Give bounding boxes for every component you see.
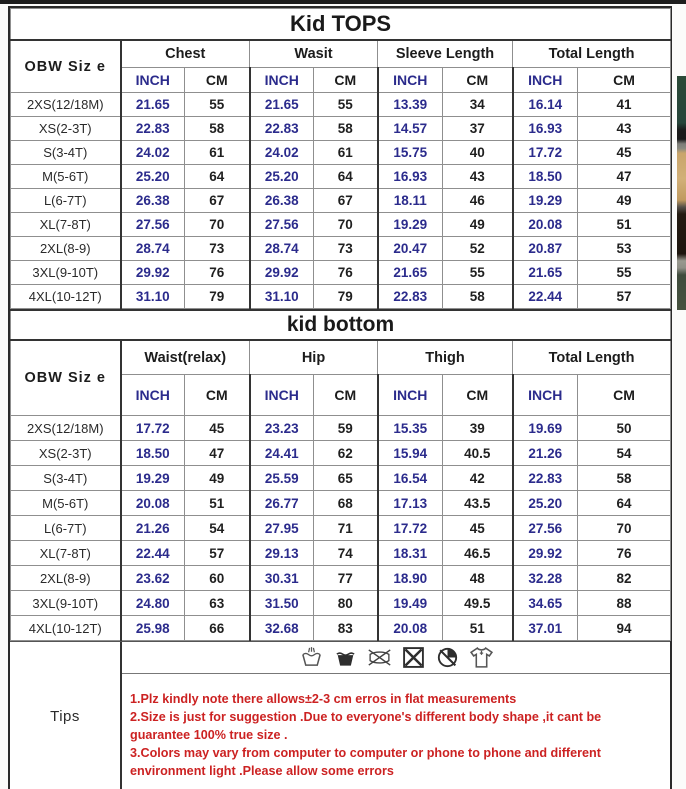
tops-table-row xyxy=(11,165,671,189)
bottoms-unit-inch-4: INCH xyxy=(513,375,578,416)
cm-value: 42 xyxy=(443,466,513,491)
inch-value: 16.54 xyxy=(378,466,443,491)
cm-value: 55 xyxy=(185,93,250,117)
inch-value: 18.50 xyxy=(121,441,185,466)
inch-value: 18.31 xyxy=(378,541,443,566)
size-label: 2XS(12/18M) xyxy=(11,93,121,117)
cm-value: 73 xyxy=(314,237,378,261)
bottoms-table-row xyxy=(11,416,671,441)
tops-unit-inch-1: INCH xyxy=(121,68,185,93)
tops-unit-cm-3: CM xyxy=(443,68,513,93)
cm-value: 71 xyxy=(314,516,378,541)
tops-unit-inch-2: INCH xyxy=(250,68,314,93)
inch-value: 17.13 xyxy=(378,491,443,516)
do-not-wring-icon xyxy=(367,646,392,669)
cm-value: 54 xyxy=(185,516,250,541)
inch-value: 16.93 xyxy=(378,165,443,189)
cm-value: 58 xyxy=(443,285,513,309)
inch-value: 21.65 xyxy=(513,261,578,285)
cm-value: 51 xyxy=(578,213,671,237)
size-label: XS(2-3T) xyxy=(11,117,121,141)
tips-content xyxy=(122,642,670,789)
size-chart-sheet xyxy=(8,6,672,789)
bottoms-group-header-4: Total Length xyxy=(513,340,671,375)
bottoms-unit-inch-1: INCH xyxy=(121,375,185,416)
tops-group-header-2: Wasit xyxy=(250,40,378,68)
inch-value: 21.26 xyxy=(513,441,578,466)
inch-value: 13.39 xyxy=(378,93,443,117)
top-border-bar xyxy=(0,0,686,4)
size-label: 4XL(10-12T) xyxy=(11,285,121,309)
cm-value: 82 xyxy=(578,566,671,591)
inch-value: 31.10 xyxy=(121,285,185,309)
bottoms-table-row xyxy=(11,541,671,566)
inch-value: 22.83 xyxy=(513,466,578,491)
inch-value: 27.56 xyxy=(250,213,314,237)
inch-value: 14.57 xyxy=(378,117,443,141)
kid-tops-table xyxy=(10,8,671,309)
size-label: XS(2-3T) xyxy=(11,441,121,466)
cm-value: 76 xyxy=(578,541,671,566)
inch-value: 18.11 xyxy=(378,189,443,213)
cm-value: 66 xyxy=(185,616,250,641)
do-not-tumble-dry-icon xyxy=(401,646,426,669)
bottoms-table-row xyxy=(11,591,671,616)
do-not-dry-clean-icon xyxy=(435,646,460,669)
inch-value: 20.47 xyxy=(378,237,443,261)
size-label: 2XS(12/18M) xyxy=(11,416,121,441)
inch-value: 21.65 xyxy=(121,93,185,117)
inch-value: 25.20 xyxy=(121,165,185,189)
cm-value: 46 xyxy=(443,189,513,213)
inch-value: 26.38 xyxy=(250,189,314,213)
bottoms-table-row xyxy=(11,516,671,541)
cm-value: 48 xyxy=(443,566,513,591)
bottoms-group-header-1: Waist(relax) xyxy=(121,340,250,375)
inch-value: 25.59 xyxy=(250,466,314,491)
tips-label-cell xyxy=(10,642,122,789)
tops-table-row xyxy=(11,93,671,117)
bottoms-unit-cm-1: CM xyxy=(185,375,250,416)
cm-value: 49 xyxy=(185,466,250,491)
size-label: 4XL(10-12T) xyxy=(11,616,121,641)
inch-value: 31.50 xyxy=(250,591,314,616)
cm-value: 52 xyxy=(443,237,513,261)
cm-value: 61 xyxy=(185,141,250,165)
inch-value: 21.26 xyxy=(121,516,185,541)
bottoms-group-header-2: Hip xyxy=(250,340,378,375)
cm-value: 47 xyxy=(185,441,250,466)
tops-table-row xyxy=(11,285,671,309)
size-label: 2XL(8-9) xyxy=(11,566,121,591)
tops-unit-cm-1: CM xyxy=(185,68,250,93)
inch-value: 18.90 xyxy=(378,566,443,591)
size-label: M(5-6T) xyxy=(11,165,121,189)
cm-value: 76 xyxy=(314,261,378,285)
cm-value: 83 xyxy=(314,616,378,641)
care-icons-row xyxy=(122,642,670,674)
size-label: XL(7-8T) xyxy=(11,541,121,566)
tops-unit-cm-4: CM xyxy=(578,68,671,93)
size-label: 3XL(9-10T) xyxy=(11,261,121,285)
cm-value: 57 xyxy=(185,541,250,566)
inch-value: 17.72 xyxy=(378,516,443,541)
cm-value: 50 xyxy=(578,416,671,441)
inch-value: 31.10 xyxy=(250,285,314,309)
bottoms-table-row xyxy=(11,491,671,516)
bottoms-unit-cm-4: CM xyxy=(578,375,671,416)
inch-value: 21.65 xyxy=(378,261,443,285)
bottoms-size-column-header: OBW Siz e xyxy=(11,340,121,416)
cm-value: 58 xyxy=(314,117,378,141)
bottoms-table-row xyxy=(11,466,671,491)
inch-value: 22.83 xyxy=(121,117,185,141)
cm-value: 62 xyxy=(314,441,378,466)
inch-value: 28.74 xyxy=(250,237,314,261)
tops-group-header-1: Chest xyxy=(121,40,250,68)
tip-line-1: 1.Plz kindly note there allows±2-3 cm erros in flat measurements xyxy=(130,692,517,706)
inch-value: 25.98 xyxy=(121,616,185,641)
cm-value: 67 xyxy=(314,189,378,213)
size-label: S(3-4T) xyxy=(11,141,121,165)
kid-tops-title: Kid TOPS xyxy=(11,9,671,41)
cm-value: 45 xyxy=(578,141,671,165)
tops-table-row xyxy=(11,261,671,285)
tops-table-row xyxy=(11,213,671,237)
cm-value: 60 xyxy=(185,566,250,591)
tops-unit-cm-2: CM xyxy=(314,68,378,93)
tips-label: Tips xyxy=(50,708,80,725)
tops-group-header-row xyxy=(11,40,671,68)
cm-value: 61 xyxy=(314,141,378,165)
bottoms-unit-cm-3: CM xyxy=(443,375,513,416)
inch-value: 26.77 xyxy=(250,491,314,516)
cm-value: 46.5 xyxy=(443,541,513,566)
wash-tub-icon xyxy=(333,646,358,669)
cm-value: 68 xyxy=(314,491,378,516)
inch-value: 20.08 xyxy=(513,213,578,237)
hand-wash-icon xyxy=(299,646,324,669)
bottoms-group-header-row xyxy=(11,340,671,375)
inch-value: 22.44 xyxy=(513,285,578,309)
tops-title-row xyxy=(11,9,671,41)
cm-value: 70 xyxy=(314,213,378,237)
cm-value: 55 xyxy=(314,93,378,117)
bottoms-unit-inch-3: INCH xyxy=(378,375,443,416)
inch-value: 32.68 xyxy=(250,616,314,641)
cm-value: 57 xyxy=(578,285,671,309)
tops-table-body xyxy=(11,93,671,309)
cm-value: 43 xyxy=(578,117,671,141)
inch-value: 19.69 xyxy=(513,416,578,441)
cm-value: 49 xyxy=(578,189,671,213)
cm-value: 39 xyxy=(443,416,513,441)
inch-value: 37.01 xyxy=(513,616,578,641)
size-label: L(6-7T) xyxy=(11,516,121,541)
cm-value: 70 xyxy=(185,213,250,237)
photo-edge-strip xyxy=(677,76,686,310)
inch-value: 32.28 xyxy=(513,566,578,591)
cm-value: 55 xyxy=(443,261,513,285)
inch-value: 22.44 xyxy=(121,541,185,566)
tip-line-3: 3.Colors may vary from computer to computer or phone to phone and different environment light .Please allow some errors xyxy=(130,745,601,778)
inch-value: 17.72 xyxy=(121,416,185,441)
cm-value: 55 xyxy=(578,261,671,285)
inch-value: 19.29 xyxy=(513,189,578,213)
tips-text-block xyxy=(122,674,670,789)
inch-value: 27.56 xyxy=(121,213,185,237)
cm-value: 51 xyxy=(185,491,250,516)
cm-value: 79 xyxy=(314,285,378,309)
size-label: 3XL(9-10T) xyxy=(11,591,121,616)
inch-value: 20.08 xyxy=(378,616,443,641)
inch-value: 24.41 xyxy=(250,441,314,466)
tops-group-header-4: Total Length xyxy=(513,40,671,68)
inch-value: 24.02 xyxy=(250,141,314,165)
bottoms-table-row xyxy=(11,566,671,591)
tops-unit-inch-4: INCH xyxy=(513,68,578,93)
cm-value: 45 xyxy=(185,416,250,441)
inch-value: 20.87 xyxy=(513,237,578,261)
cm-value: 45 xyxy=(443,516,513,541)
inch-value: 29.92 xyxy=(250,261,314,285)
tips-section xyxy=(10,641,670,789)
kid-bottom-table xyxy=(10,309,671,641)
inch-value: 34.65 xyxy=(513,591,578,616)
size-label: S(3-4T) xyxy=(11,466,121,491)
cm-value: 77 xyxy=(314,566,378,591)
bottoms-unit-cm-2: CM xyxy=(314,375,378,416)
inch-value: 25.20 xyxy=(250,165,314,189)
tops-unit-inch-3: INCH xyxy=(378,68,443,93)
cm-value: 80 xyxy=(314,591,378,616)
cm-value: 64 xyxy=(578,491,671,516)
kid-bottom-title: kid bottom xyxy=(11,310,671,340)
cm-value: 64 xyxy=(314,165,378,189)
tops-size-column-header: OBW Siz e xyxy=(11,40,121,93)
inch-value: 18.50 xyxy=(513,165,578,189)
cm-value: 47 xyxy=(578,165,671,189)
bottoms-table-row xyxy=(11,616,671,641)
bottoms-title-row xyxy=(11,310,671,340)
cm-value: 49 xyxy=(443,213,513,237)
inch-value: 28.74 xyxy=(121,237,185,261)
cm-value: 54 xyxy=(578,441,671,466)
cm-value: 40.5 xyxy=(443,441,513,466)
inch-value: 24.02 xyxy=(121,141,185,165)
cm-value: 64 xyxy=(185,165,250,189)
tshirt-icon xyxy=(469,646,494,669)
inch-value: 16.14 xyxy=(513,93,578,117)
inch-value: 26.38 xyxy=(121,189,185,213)
inch-value: 27.56 xyxy=(513,516,578,541)
inch-value: 19.29 xyxy=(378,213,443,237)
cm-value: 37 xyxy=(443,117,513,141)
size-label: L(6-7T) xyxy=(11,189,121,213)
inch-value: 25.20 xyxy=(513,491,578,516)
inch-value: 17.72 xyxy=(513,141,578,165)
inch-value: 29.92 xyxy=(121,261,185,285)
bottoms-group-header-3: Thigh xyxy=(378,340,513,375)
cm-value: 67 xyxy=(185,189,250,213)
inch-value: 29.13 xyxy=(250,541,314,566)
cm-value: 73 xyxy=(185,237,250,261)
inch-value: 15.75 xyxy=(378,141,443,165)
inch-value: 19.49 xyxy=(378,591,443,616)
inch-value: 29.92 xyxy=(513,541,578,566)
inch-value: 21.65 xyxy=(250,93,314,117)
inch-value: 24.80 xyxy=(121,591,185,616)
cm-value: 70 xyxy=(578,516,671,541)
cm-value: 76 xyxy=(185,261,250,285)
cm-value: 51 xyxy=(443,616,513,641)
bottoms-unit-inch-2: INCH xyxy=(250,375,314,416)
bottoms-table-body xyxy=(11,416,671,641)
inch-value: 27.95 xyxy=(250,516,314,541)
cm-value: 53 xyxy=(578,237,671,261)
inch-value: 15.94 xyxy=(378,441,443,466)
cm-value: 40 xyxy=(443,141,513,165)
tops-group-header-3: Sleeve Length xyxy=(378,40,513,68)
cm-value: 49.5 xyxy=(443,591,513,616)
cm-value: 79 xyxy=(185,285,250,309)
size-label: 2XL(8-9) xyxy=(11,237,121,261)
inch-value: 19.29 xyxy=(121,466,185,491)
cm-value: 88 xyxy=(578,591,671,616)
inch-value: 15.35 xyxy=(378,416,443,441)
inch-value: 22.83 xyxy=(378,285,443,309)
inch-value: 23.62 xyxy=(121,566,185,591)
tops-table-row xyxy=(11,117,671,141)
inch-value: 30.31 xyxy=(250,566,314,591)
inch-value: 20.08 xyxy=(121,491,185,516)
size-label: XL(7-8T) xyxy=(11,213,121,237)
tops-table-row xyxy=(11,141,671,165)
cm-value: 94 xyxy=(578,616,671,641)
cm-value: 34 xyxy=(443,93,513,117)
tip-line-2: 2.Size is just for suggestion .Due to everyone's different body shape ,it cant be guarantee 100% true size . xyxy=(130,709,602,742)
cm-value: 41 xyxy=(578,93,671,117)
bottoms-table-row xyxy=(11,441,671,466)
cm-value: 43.5 xyxy=(443,491,513,516)
cm-value: 65 xyxy=(314,466,378,491)
cm-value: 74 xyxy=(314,541,378,566)
tops-table-row xyxy=(11,237,671,261)
size-label: M(5-6T) xyxy=(11,491,121,516)
cm-value: 58 xyxy=(185,117,250,141)
cm-value: 58 xyxy=(578,466,671,491)
cm-value: 63 xyxy=(185,591,250,616)
tops-table-row xyxy=(11,189,671,213)
inch-value: 23.23 xyxy=(250,416,314,441)
inch-value: 16.93 xyxy=(513,117,578,141)
cm-value: 59 xyxy=(314,416,378,441)
inch-value: 22.83 xyxy=(250,117,314,141)
cm-value: 43 xyxy=(443,165,513,189)
